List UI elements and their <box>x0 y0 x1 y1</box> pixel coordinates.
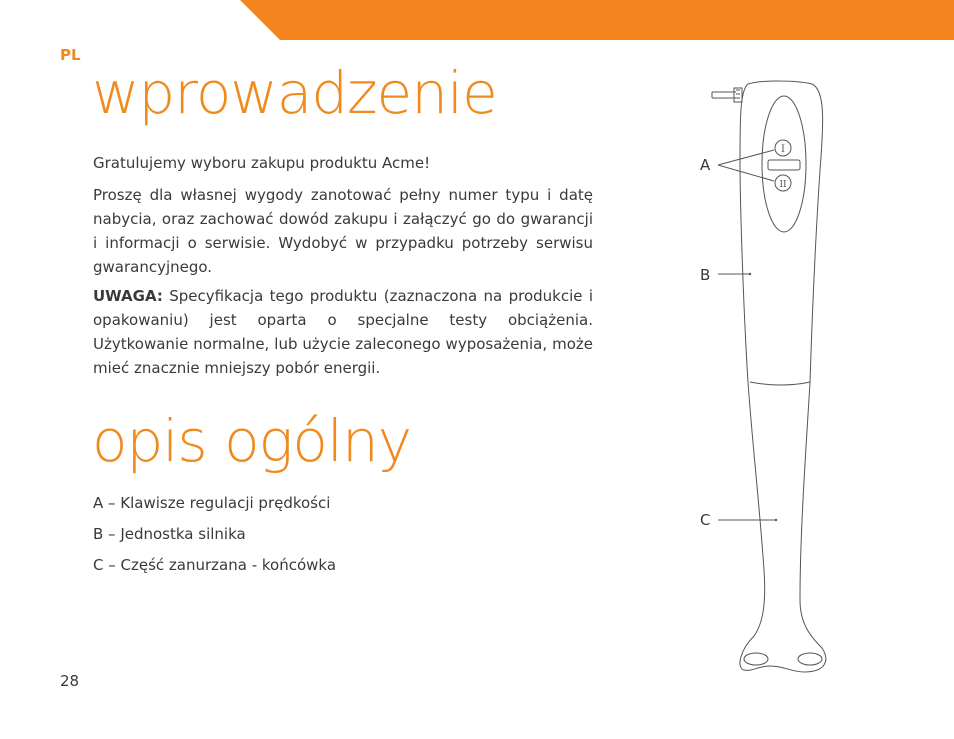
button-speed-2-label: II <box>779 180 787 190</box>
parts-list <box>93 491 336 584</box>
button-speed-1-label: I <box>781 144 785 155</box>
list-item: B – Jednostka silnika <box>93 525 246 543</box>
description-heading: opis ogólny <box>92 407 412 475</box>
header-banner <box>0 0 954 40</box>
list-item: A – Klawisze regulacji prędkości <box>93 494 331 512</box>
language-code: PL <box>60 46 81 64</box>
warning-text: Specyfikacja tego produktu (zaznaczona na produkcie i opakowaniu) jest oparta o specjalne testy obciążenia. Użytkowanie normalne, lub użycie zaleconego wyposażenia, może mieć znacznie mniejszy pobór energii. <box>93 287 593 377</box>
intro-paragraph-2: Proszę dla własnej wygody zanotować pełny numer typu i datę nabycia, oraz zachować dowód zakupu i załączyć go do gwarancji i informacji o serwisie. Wydobyć w przypadku potrzeby serwisu gwarancyjnego. <box>93 186 593 276</box>
diagram-label-a: A <box>700 156 711 174</box>
warning-label: UWAGA: <box>93 287 163 305</box>
intro-paragraph-1: Gratulujemy wyboru zakupu produktu Acme! <box>93 154 431 172</box>
intro-heading: wprowadzenie <box>92 59 497 127</box>
diagram-label-c: C <box>700 511 711 529</box>
hand-blender-illustration <box>700 70 840 680</box>
page-number: 28 <box>60 672 80 690</box>
diagram-label-b: B <box>700 266 711 284</box>
warning-paragraph <box>93 284 593 380</box>
list-item: C – Część zanurzana - końcówka <box>93 556 337 574</box>
